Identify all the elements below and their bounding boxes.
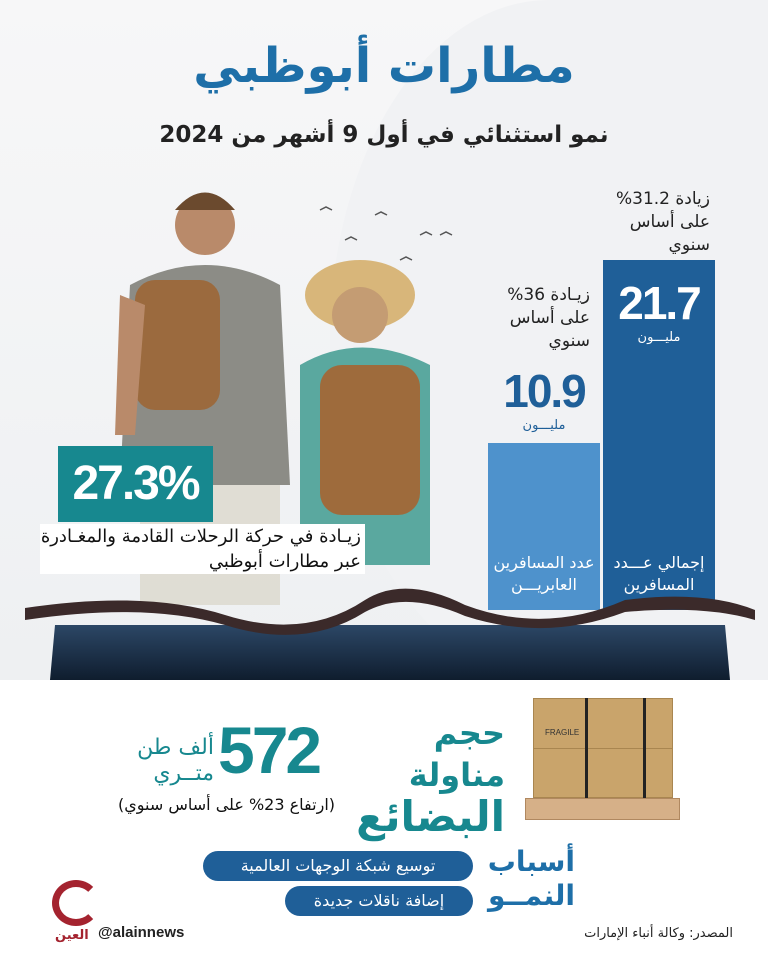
total-growth-text: زيادة 31.2% على أساس سنوي bbox=[615, 189, 710, 255]
transit-growth-text: زيـادة 36% على أساس سنوي bbox=[507, 285, 590, 351]
alain-logo-icon bbox=[52, 880, 100, 926]
cargo-growth-note: (ارتفاع 23% على أساس سنوي) bbox=[118, 795, 335, 814]
bar-total-passengers bbox=[603, 260, 715, 610]
cargo-heading bbox=[345, 712, 505, 841]
transit-value: 10.9 bbox=[503, 365, 585, 417]
fragile-label: FRAGILE bbox=[545, 728, 580, 737]
growth-reasons-heading: أسباب النمــو bbox=[487, 845, 575, 912]
reason-item: توسيع شبكة الوجهات العالمية bbox=[203, 851, 473, 881]
transit-value-block bbox=[488, 364, 600, 433]
page-subtitle: نمو استثنائي في أول 9 أشهر من 2024 bbox=[159, 122, 609, 148]
flights-value: 27.3% bbox=[72, 457, 199, 510]
cargo-heading-line2: البضائع bbox=[356, 792, 505, 841]
logo-text: العين bbox=[55, 928, 89, 943]
reason-item: إضافة ناقلات جديدة bbox=[285, 886, 473, 916]
cargo-boxes-image bbox=[525, 698, 680, 823]
total-unit: مليـــون bbox=[637, 330, 681, 345]
transit-label: عدد المسافرين العابريـــن bbox=[493, 553, 595, 594]
transit-unit: مليـــون bbox=[522, 418, 566, 433]
airport-terminal-image bbox=[25, 580, 755, 680]
flights-growth-badge bbox=[58, 446, 213, 522]
cargo-heading-line1: حجم مناولة bbox=[408, 714, 505, 794]
page-title: مطارات أبوظبي bbox=[193, 38, 575, 94]
cargo-unit: ألف طن متــري bbox=[137, 735, 214, 786]
flights-growth-text: زيـادة في حركة الرحلات القادمة والمغـادرة عبر مطارات أبوظبي bbox=[40, 524, 365, 574]
cargo-value: 572 bbox=[218, 713, 320, 787]
source-text: المصدر: وكالة أنباء الإمارات bbox=[584, 926, 733, 941]
total-label: إجمالي عـــدد المسافرين bbox=[613, 553, 705, 594]
total-value: 21.7 bbox=[618, 277, 700, 329]
social-handle: @alainnews bbox=[98, 924, 185, 941]
